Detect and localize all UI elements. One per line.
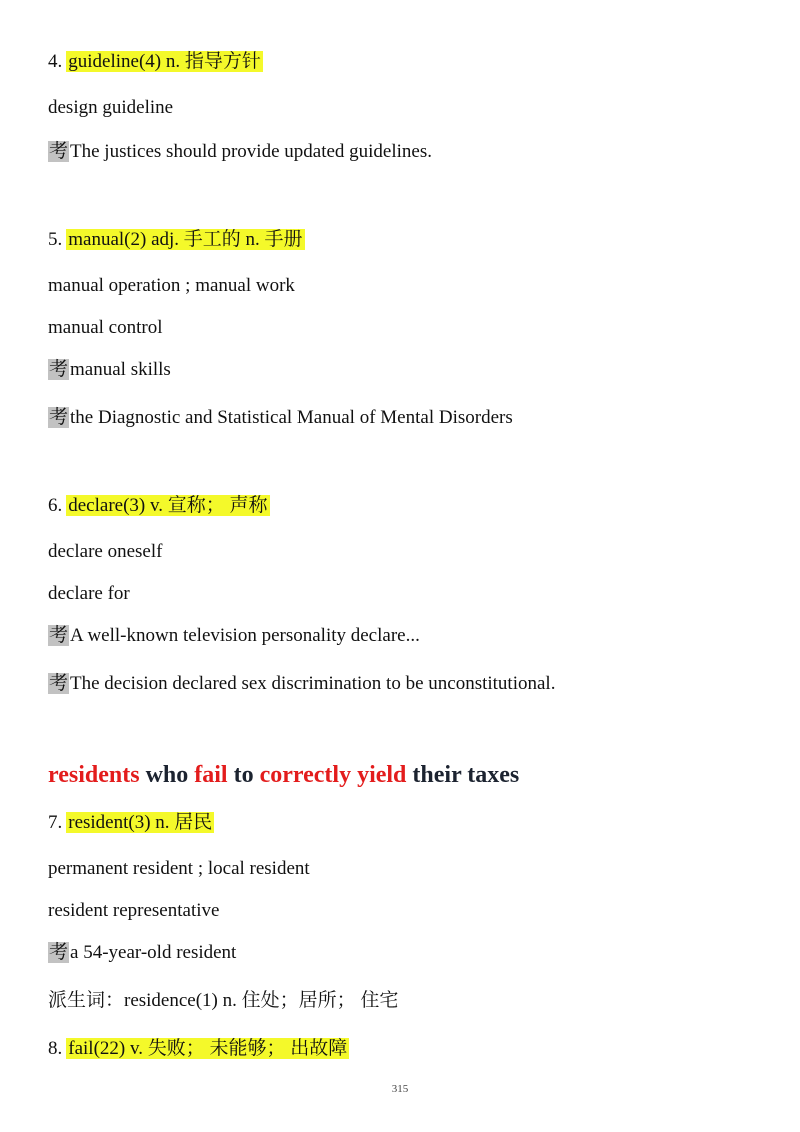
exam-mark-badge: 考 [49, 625, 69, 646]
exam-mark-badge: 考 [49, 942, 69, 963]
exam-example [48, 355, 171, 385]
collocation-line: declare oneself [48, 541, 163, 562]
exam-mark-badge: 考 [49, 673, 69, 694]
entry-heading [48, 47, 263, 77]
entry-heading [48, 491, 270, 521]
collocation-line: declare for [48, 583, 130, 604]
exam-example [48, 137, 432, 167]
exam-mark-badge: 考 [49, 141, 69, 162]
phrase-word: fail [194, 762, 228, 788]
collocation-line: manual control [48, 317, 163, 338]
collocation-line: manual operation ; manual work [48, 275, 295, 296]
headword-highlight: resident(3) n. 居民 [68, 812, 213, 833]
exam-example [48, 403, 513, 433]
phrase-word: their taxes [406, 762, 520, 788]
exam-example [48, 621, 420, 651]
derived-word-line: 派生词：residence(1) n. 住处；居所； 住宅 [48, 990, 399, 1011]
phrase-word: who [139, 762, 195, 788]
exam-example-text: The justices should provide updated guidelines. [70, 141, 432, 162]
headword-highlight: declare(3) v. 宣称； 声称 [68, 495, 268, 516]
entry-heading [48, 225, 305, 255]
exam-mark-badge: 考 [49, 359, 69, 380]
collocation-line: design guideline [48, 97, 174, 118]
entry-number: 8. [48, 1038, 63, 1059]
exam-example-text: the Diagnostic and Statistical Manual of Mental Disorders [70, 407, 513, 428]
phrase-headline [48, 759, 519, 791]
entry-number: 7. [48, 812, 63, 833]
entry-number: 5. [48, 229, 63, 250]
exam-example-text: The decision declared sex discrimination to be unconstitutional. [70, 673, 556, 694]
collocation-line: permanent resident ; local resident [48, 858, 310, 879]
exam-example-text: A well-known television personality declare... [70, 625, 420, 646]
entry-heading [48, 808, 214, 838]
collocation-line: resident representative [48, 900, 220, 921]
exam-example-text: a 54-year-old resident [70, 942, 237, 963]
exam-example [48, 938, 236, 968]
exam-example-text: manual skills [70, 359, 171, 380]
headword-highlight: manual(2) adj. 手工的 n. 手册 [68, 229, 303, 250]
page-number: 315 [391, 1083, 409, 1095]
entry-heading [48, 1034, 349, 1064]
phrase-word: correctly yield [259, 762, 407, 788]
exam-mark-badge: 考 [49, 407, 69, 428]
entry-number: 6. [48, 495, 63, 516]
exam-example [48, 669, 555, 699]
headword-highlight: guideline(4) n. 指导方针 [68, 51, 261, 72]
phrase-word: to [227, 762, 260, 788]
headword-highlight: fail(22) v. 失败； 未能够； 出故障 [68, 1038, 348, 1059]
entry-number: 4. [48, 51, 63, 72]
phrase-word: residents [48, 762, 140, 788]
